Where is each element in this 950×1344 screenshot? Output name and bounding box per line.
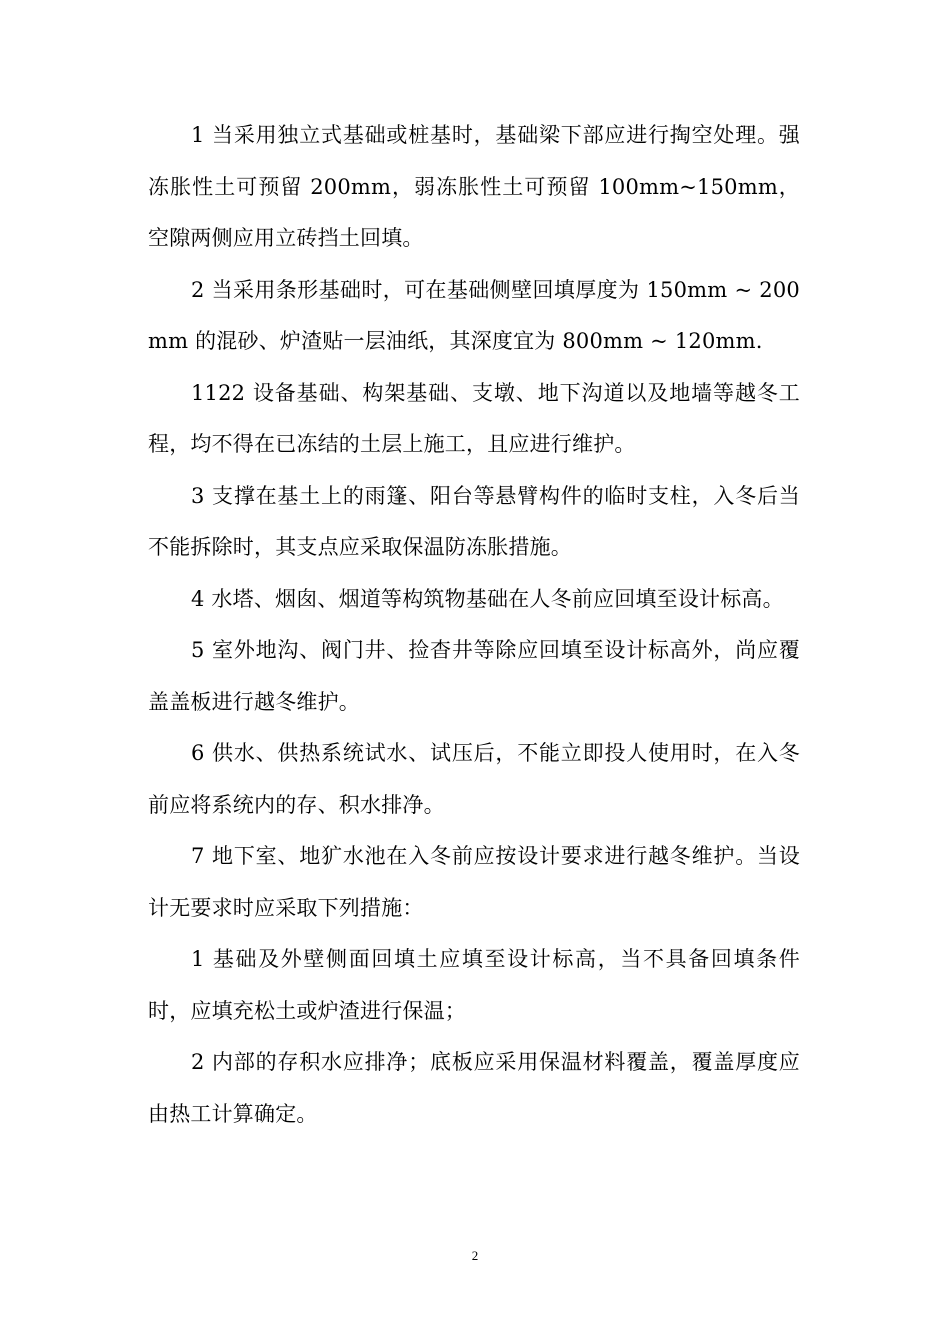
paragraph-7: 6 供水、供热系统试水、试压后，不能立即投人使用时，在入冬前应将系统内的存、积水排净。: [148, 741, 800, 817]
paragraph-3: 1122 设备基础、构架基础、支墩、地下沟道以及地墙等越冬工程，均不得在已冻结的土层上施工，且应进行维护。: [148, 380, 800, 456]
paragraph-10: 2 内部的存积水应排净；底板应采用保温材料覆盖，覆盖厚度应由热工计算确定。: [148, 1050, 800, 1126]
page-number: 2: [471, 1248, 479, 1263]
paragraph-6: 5 室外地沟、阀门井、捡杳井等除应回填至设计标高外，尚应覆盖盖板进行越冬维护。: [148, 638, 800, 714]
paragraph-5: 4 水塔、烟囱、烟道等构筑物基础在人冬前应回填至设计标高。: [191, 586, 784, 611]
paragraph-4: 3 支撑在基土上的雨篷、阳台等悬臂构件的临时支柱，入冬后当不能拆除时，其支点应采取保温防冻胀措施。: [148, 483, 800, 559]
paragraph-1: 1 当采用独立式基础或桩基时，基础梁下部应进行掏空处理。强冻胀性土可预留 200mm，弱冻胀性土可预留 100mm~150mm，空隙两侧应用立砖挡土回填。: [148, 123, 800, 250]
paragraph-8: 7 地下室、地犷水池在入冬前应按设计要求进行越冬维护。当设计无要求时应采取下列措施：: [148, 844, 800, 920]
paragraph-9: 1 基础及外壁侧面回填土应填至设计标高，当不具备回填条件时，应填充松土或炉渣进行保温；: [148, 947, 800, 1023]
paragraph-2: 2 当采用条形基础时，可在基础侧壁回填厚度为 150mm ~ 200mm 的混砂、炉渣贴一层油纸，其深度宜为 800mm ~ 120mm.: [148, 277, 800, 353]
document-body: [148, 110, 800, 1140]
